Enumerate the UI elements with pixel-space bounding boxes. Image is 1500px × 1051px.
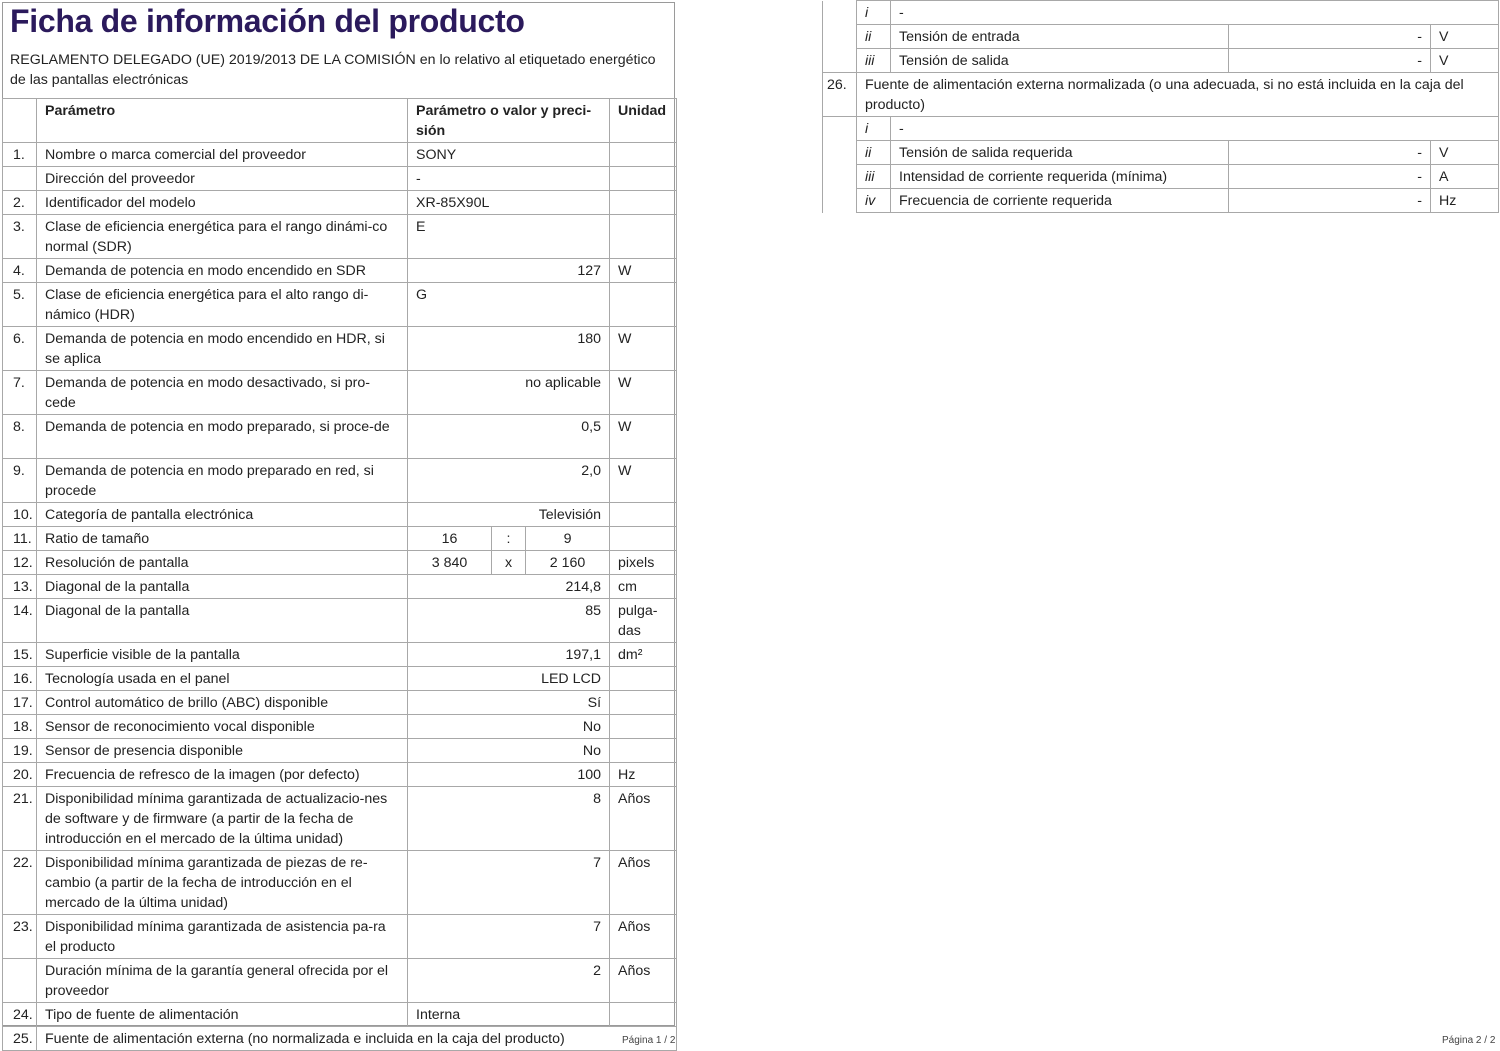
table-row — [3, 763, 677, 787]
row-parameter: Demanda de potencia en modo desactivado, si pro-cede — [37, 371, 408, 415]
table-row — [823, 73, 1499, 117]
row-value: Televisión — [408, 503, 610, 527]
row-value: G — [408, 283, 610, 327]
table-row — [3, 915, 677, 959]
row-parameter: Disponibilidad mínima garantizada de asistencia pa-ra el producto — [37, 915, 408, 959]
indent-cell — [823, 141, 857, 165]
row-parameter: Demanda de potencia en modo preparado, si proce-de — [37, 415, 408, 459]
row-value-first: 3 840 — [408, 551, 492, 575]
row-parameter: Ratio de tamaño — [37, 527, 408, 551]
indent-cell — [823, 189, 857, 213]
row-parameter: Identificador del modelo — [37, 191, 408, 215]
roman-numeral: iii — [857, 49, 891, 73]
table-row — [3, 787, 677, 851]
roman-numeral: i — [857, 1, 891, 25]
row-unit: Años — [610, 851, 677, 915]
row-unit: pulga-das — [610, 599, 677, 643]
table-row — [823, 141, 1499, 165]
table-row — [3, 1003, 677, 1027]
row-parameter: Tipo de fuente de alimentación — [37, 1003, 408, 1027]
row-number: 2. — [3, 191, 37, 215]
row-value: 127 — [408, 259, 610, 283]
roman-numeral: iv — [857, 189, 891, 213]
row-parameter: Demanda de potencia en modo encendido en HDR, si se aplica — [37, 327, 408, 371]
row-number: 16. — [3, 667, 37, 691]
row-parameter: Categoría de pantalla electrónica — [37, 503, 408, 527]
row-unit: Años — [610, 915, 677, 959]
sub-parameter: Tensión de entrada — [891, 25, 1229, 49]
row-number: 19. — [3, 739, 37, 763]
table-row — [823, 189, 1499, 213]
table-row — [3, 371, 677, 415]
sub-unit: A — [1431, 165, 1499, 189]
row-number: 13. — [3, 575, 37, 599]
table-row — [3, 527, 677, 551]
roman-numeral: i — [857, 117, 891, 141]
sub-value: - — [1229, 141, 1431, 165]
row-unit: W — [610, 259, 677, 283]
table-row — [3, 575, 677, 599]
row-value: - — [408, 167, 610, 191]
row-value: 8 — [408, 787, 610, 851]
table-row — [3, 739, 677, 763]
row-parameter: Clase de eficiencia energética para el rango dinámi-co normal (SDR) — [37, 215, 408, 259]
row-value: 100 — [408, 763, 610, 787]
row-number: 5. — [3, 283, 37, 327]
row-value: 7 — [408, 851, 610, 915]
row-parameter: Clase de eficiencia energética para el alto rango di-námico (HDR) — [37, 283, 408, 327]
page-2 — [822, 0, 1498, 213]
row-unit: W — [610, 415, 677, 459]
row-number: 7. — [3, 371, 37, 415]
row-unit: Hz — [610, 763, 677, 787]
table-row — [3, 643, 677, 667]
row-value: 180 — [408, 327, 610, 371]
row-number: 11. — [3, 527, 37, 551]
row-parameter: Dirección del proveedor — [37, 167, 408, 191]
row-number: 8. — [3, 415, 37, 459]
row-unit: dm² — [610, 643, 677, 667]
row-number: 3. — [3, 215, 37, 259]
header-parameter: Parámetro — [37, 99, 408, 143]
row-unit — [610, 283, 677, 327]
row-unit: Años — [610, 787, 677, 851]
row-parameter: Sensor de presencia disponible — [37, 739, 408, 763]
row-unit — [610, 739, 677, 763]
row-unit — [610, 715, 677, 739]
regulation-subtitle: REGLAMENTO DELEGADO (UE) 2019/2013 DE LA COMISIÓN en lo relativo al etiquetado energético de las pantallas electrónicas — [10, 52, 656, 88]
table-row — [3, 191, 677, 215]
row-unit — [610, 143, 677, 167]
table-row — [3, 959, 677, 1003]
row-value: 197,1 — [408, 643, 610, 667]
row-value: 0,5 — [408, 415, 610, 459]
row-number: 14. — [3, 599, 37, 643]
row-value: LED LCD — [408, 667, 610, 691]
table-row — [3, 167, 677, 191]
table-row — [3, 327, 677, 371]
row-number: 1. — [3, 143, 37, 167]
table-row — [823, 49, 1499, 73]
row-number: 6. — [3, 327, 37, 371]
row-unit — [610, 691, 677, 715]
row-parameter: Fuente de alimentación externa normalizada (o una adecuada, si no está incluida en la caja del producto) — [857, 73, 1499, 117]
sub-unit: Hz — [1431, 189, 1499, 213]
row-value: No — [408, 739, 610, 763]
row-value: Sí — [408, 691, 610, 715]
sub-value: - — [1229, 165, 1431, 189]
table-row — [3, 503, 677, 527]
row-number: 10. — [3, 503, 37, 527]
indent-cell — [823, 49, 857, 73]
table-row — [3, 1027, 677, 1051]
row-number: 9. — [3, 459, 37, 503]
table-header-row — [3, 99, 677, 143]
roman-numeral: iii — [857, 165, 891, 189]
row-value: 2,0 — [408, 459, 610, 503]
sub-unit: V — [1431, 25, 1499, 49]
row-value: SONY — [408, 143, 610, 167]
row-value: 7 — [408, 915, 610, 959]
sub-value: - — [1229, 189, 1431, 213]
product-info-table — [2, 98, 677, 1051]
row-value: 85 — [408, 599, 610, 643]
sub-unit: V — [1431, 141, 1499, 165]
sub-parameter: Tensión de salida requerida — [891, 141, 1229, 165]
indent-cell — [823, 117, 857, 141]
row-unit: pixels — [610, 551, 677, 575]
table-row — [3, 851, 677, 915]
sub-value: - — [1229, 25, 1431, 49]
row-unit: W — [610, 371, 677, 415]
roman-numeral: ii — [857, 25, 891, 49]
row-number: 26. — [823, 73, 857, 117]
table-row — [823, 1, 1499, 25]
row-value-second: 9 — [526, 527, 610, 551]
roman-numeral: ii — [857, 141, 891, 165]
page-title: Ficha de información del producto — [10, 3, 525, 39]
row-value-second: 2 160 — [526, 551, 610, 575]
row-unit: W — [610, 459, 677, 503]
row-number: 20. — [3, 763, 37, 787]
table-row — [823, 117, 1499, 141]
sub-unit: V — [1431, 49, 1499, 73]
row-unit: Años — [610, 959, 677, 1003]
row-value: 214,8 — [408, 575, 610, 599]
table-row — [3, 415, 677, 459]
row-unit — [610, 215, 677, 259]
table-row — [823, 165, 1499, 189]
row-number: 12. — [3, 551, 37, 575]
row-parameter: Nombre o marca comercial del proveedor — [37, 143, 408, 167]
row-parameter: Fuente de alimentación externa (no normalizada e incluida en la caja del producto) — [37, 1027, 677, 1051]
product-info-table-body — [3, 99, 677, 1051]
row-unit — [610, 667, 677, 691]
table-row — [3, 715, 677, 739]
header-value: Parámetro o valor y preci-sión — [408, 99, 610, 143]
sub-parameter: Intensidad de corriente requerida (mínima) — [891, 165, 1229, 189]
header-unit: Unidad — [610, 99, 677, 143]
sub-parameter: - — [891, 1, 1499, 25]
row-unit: cm — [610, 575, 677, 599]
row-number: 25. — [3, 1027, 37, 1051]
row-value-separator: : — [492, 527, 526, 551]
power-supply-table-body — [823, 1, 1499, 213]
table-row — [3, 691, 677, 715]
row-parameter: Tecnología usada en el panel — [37, 667, 408, 691]
row-parameter: Diagonal de la pantalla — [37, 599, 408, 643]
indent-cell — [823, 25, 857, 49]
row-value-first: 16 — [408, 527, 492, 551]
row-value: 2 — [408, 959, 610, 1003]
page-1-footer: Página 1 / 2 — [622, 1035, 676, 1046]
row-number: 4. — [3, 259, 37, 283]
row-parameter: Resolución de pantalla — [37, 551, 408, 575]
row-parameter: Demanda de potencia en modo encendido en SDR — [37, 259, 408, 283]
row-value: no aplicable — [408, 371, 610, 415]
page-2-footer: Página 2 / 2 — [1442, 1035, 1496, 1046]
row-parameter: Disponibilidad mínima garantizada de actualizacio-nes de software y de firmware (a partir de la fecha de introducción en el mercado de la última unidad) — [37, 787, 408, 851]
row-value: No — [408, 715, 610, 739]
indent-cell — [823, 165, 857, 189]
table-row — [3, 599, 677, 643]
row-unit — [610, 191, 677, 215]
row-parameter: Demanda de potencia en modo preparado en red, si procede — [37, 459, 408, 503]
row-number: 15. — [3, 643, 37, 667]
row-number: 22. — [3, 851, 37, 915]
table-row — [3, 259, 677, 283]
row-unit: W — [610, 327, 677, 371]
row-number: 24. — [3, 1003, 37, 1027]
row-unit — [610, 167, 677, 191]
table-row — [3, 215, 677, 259]
row-parameter: Disponibilidad mínima garantizada de piezas de re-cambio (a partir de la fecha de introducción en el mercado de la última unidad) — [37, 851, 408, 915]
row-number — [3, 167, 37, 191]
row-parameter: Duración mínima de la garantía general ofrecida por el proveedor — [37, 959, 408, 1003]
row-number: 17. — [3, 691, 37, 715]
indent-cell — [823, 1, 857, 25]
row-parameter: Control automático de brillo (ABC) disponible — [37, 691, 408, 715]
row-number: 18. — [3, 715, 37, 739]
row-unit — [610, 503, 677, 527]
row-parameter: Diagonal de la pantalla — [37, 575, 408, 599]
table-row — [3, 283, 677, 327]
row-parameter: Sensor de reconocimiento vocal disponible — [37, 715, 408, 739]
row-parameter: Superficie visible de la pantalla — [37, 643, 408, 667]
table-row — [3, 667, 677, 691]
table-row — [3, 551, 677, 575]
row-value-separator: x — [492, 551, 526, 575]
row-value: Interna — [408, 1003, 610, 1027]
table-row — [3, 143, 677, 167]
table-row — [823, 25, 1499, 49]
row-unit — [610, 1003, 677, 1027]
row-value: XR-85X90L — [408, 191, 610, 215]
header-num-cell — [3, 99, 37, 143]
sub-parameter: - — [891, 117, 1499, 141]
row-number: 21. — [3, 787, 37, 851]
row-number: 23. — [3, 915, 37, 959]
sub-parameter: Frecuencia de corriente requerida — [891, 189, 1229, 213]
power-supply-table — [822, 0, 1499, 213]
row-unit — [610, 527, 677, 551]
row-parameter: Frecuencia de refresco de la imagen (por defecto) — [37, 763, 408, 787]
sub-value: - — [1229, 49, 1431, 73]
table-row — [3, 459, 677, 503]
sub-parameter: Tensión de salida — [891, 49, 1229, 73]
row-value: E — [408, 215, 610, 259]
row-number — [3, 959, 37, 1003]
